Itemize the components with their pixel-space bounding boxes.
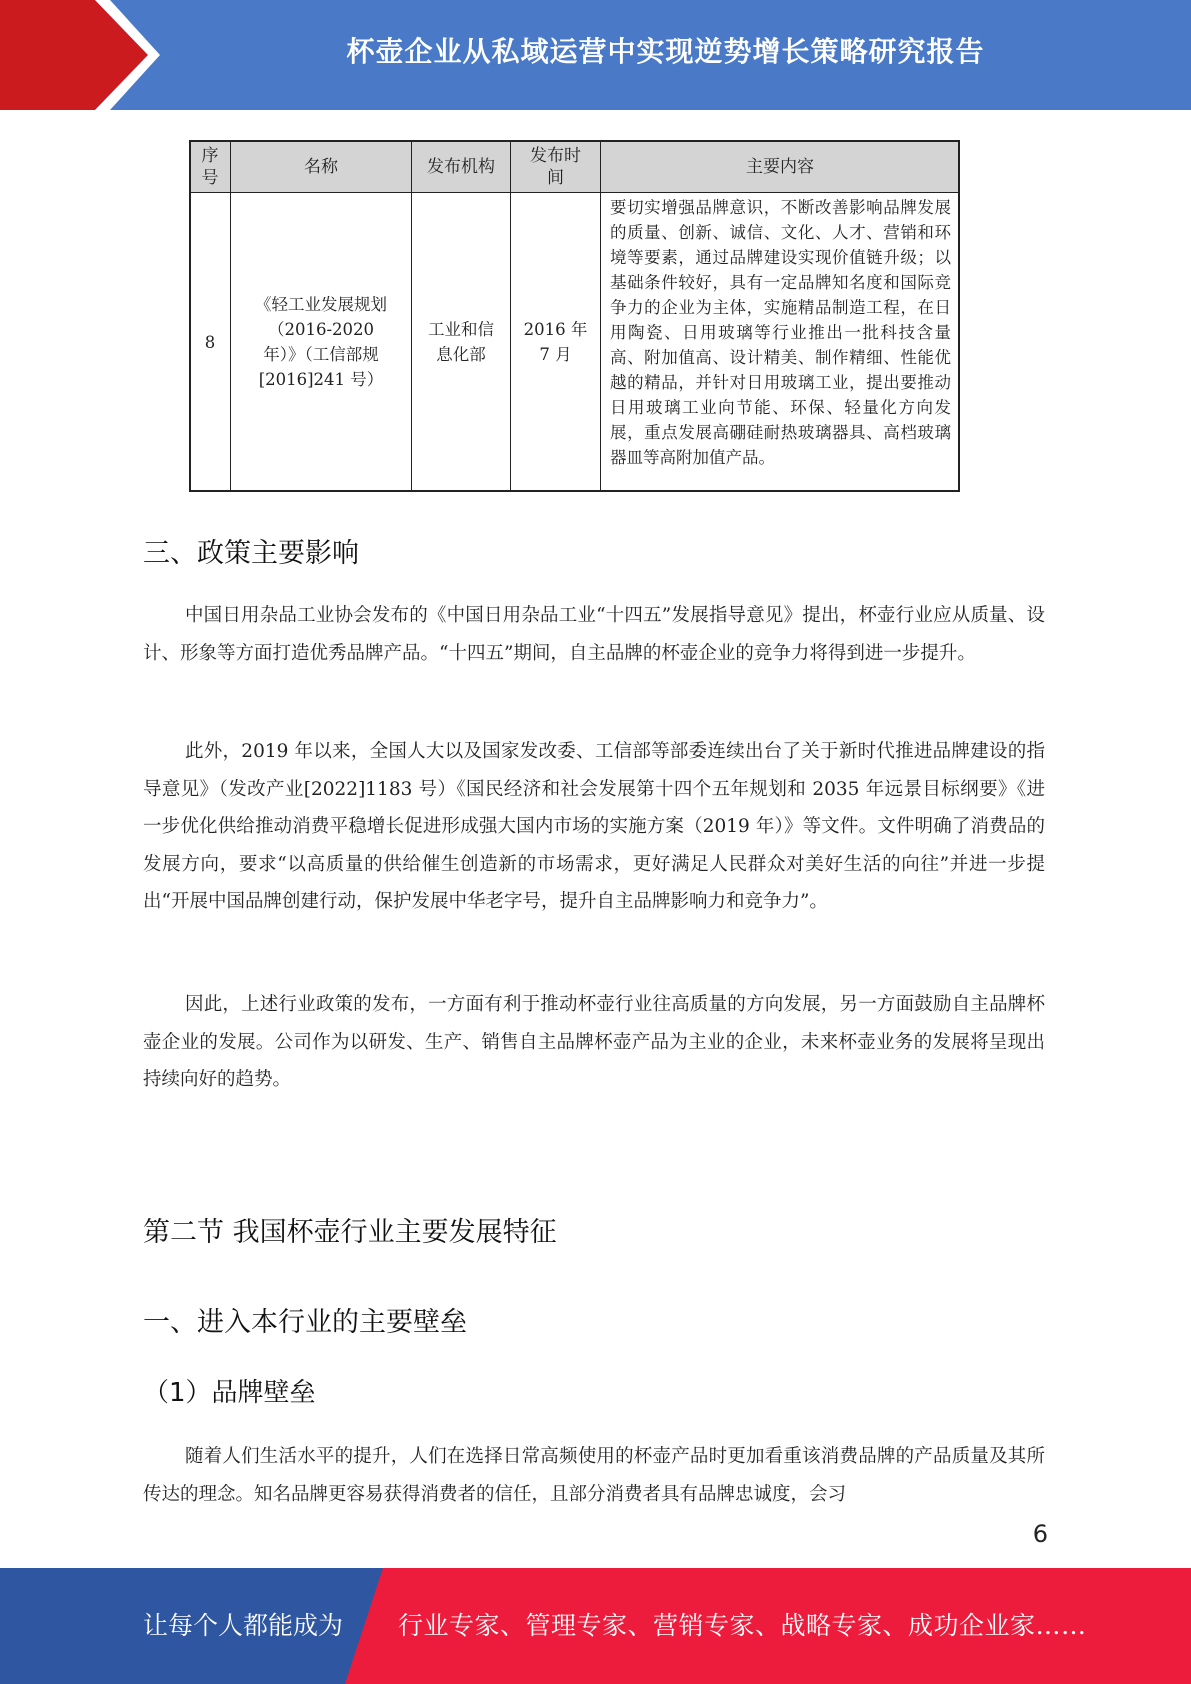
page-footer bbox=[0, 1568, 1191, 1684]
brand-barrier-heading: （1）品牌壁垒 bbox=[143, 1378, 316, 1408]
header-date: 发布时 间 bbox=[511, 141, 601, 193]
page-header bbox=[0, 0, 1191, 110]
paragraph-3: 因此，上述行业政策的发布，一方面有利于推动杯壶行业往高质量的方向发展，另一方面鼓励自主品牌杯壶企业的发展。公司作为以研发、生产、销售自主品牌杯壶产品为主业的企业，未来杯壶业务的发展将呈现出持续向好的趋势。 bbox=[143, 994, 1045, 1090]
cell-name: 《轻工业发展规划 （2016-2020 年）》（工信部规 [2016]241 号） bbox=[231, 193, 412, 492]
paragraph-1: 中国日用杂品工业协会发布的《中国日用杂品工业“十四五”发展指导意见》提出，杯壶行业应从质量、设计、形象等方面打造优秀品牌产品。“十四五”期间，自主品牌的杯壶企业的竞争力将得到进一步提升。 bbox=[143, 605, 1045, 664]
report-title: 杯壶企业从私域运营中实现逆势增长策略研究报告 bbox=[346, 35, 985, 68]
cell-content: 要切实增强品牌意识，不断改善影响品牌发展的质量、创新、诚信、文化、人才、营销和环境等要素，通过品牌建设实现价值链升级；以基础条件较好，具有一定品牌知名度和国际竞争力的企业为主体，实施精品制造工程，在日用陶瓷、日用玻璃等行业推出一批科技含量高、附加值高、设计精美、制作精细、性能优越的精品，并针对日用玻璃工业，提出要推动日用玻璃工业向节能、环保、轻量化方向发展，重点发展高硼硅耐热玻璃器具、高档玻璃器皿等高附加值产品。 bbox=[601, 193, 960, 492]
header-content: 主要内容 bbox=[601, 141, 960, 193]
cell-no: 8 bbox=[190, 193, 231, 492]
cell-date: 2016 年 7 月 bbox=[511, 193, 601, 492]
policy-table bbox=[189, 140, 960, 492]
section2-heading: 第二节 我国杯壶行业主要发展特征 bbox=[143, 1217, 557, 1248]
header-no: 序 号 bbox=[190, 141, 231, 193]
paragraph-2: 此外，2019 年以来，全国人大以及国家发改委、工信部等部委连续出台了关于新时代推进品牌建设的指导意见》（发改产业[2022]1183 号）《国民经济和社会发展第十四个五年规划和 2035 年远景目标纲要》《进一步优化供给推动消费平稳增长促进形成强大国内市场的实施方案（2019 年）》等文件。文件明确了消费品的发展方向，要求“以高质量的供给催生创造新的市场需求，更好满足人民群众对美好生活的向往”并进一步提出“开展中国品牌创建行动，保护发展中华老字号，提升自主品牌影响力和竞争力”。 bbox=[143, 741, 1045, 912]
cell-org: 工业和信 息化部 bbox=[412, 193, 511, 492]
barriers-heading: 一、进入本行业的主要壁垒 bbox=[143, 1307, 467, 1338]
policy-impact-heading: 三、政策主要影响 bbox=[143, 538, 359, 569]
header-name: 名称 bbox=[231, 141, 412, 193]
footer-slogan-left: 让每个人都能成为 bbox=[143, 1611, 344, 1640]
footer-slogan-right: 行业专家、管理专家、营销专家、战略专家、成功企业家…… bbox=[398, 1611, 1087, 1640]
header-org: 发布机构 bbox=[412, 141, 511, 193]
paragraph-4: 随着人们生活水平的提升，人们在选择日常高频使用的杯壶产品时更加看重该消费品牌的产品质量及其所传达的理念。知名品牌更容易获得消费者的信任，且部分消费者具有品牌忠诚度，会习 bbox=[143, 1446, 1045, 1505]
table-header-row bbox=[190, 141, 960, 193]
table-row bbox=[190, 193, 960, 492]
page-number: 6 bbox=[1032, 1520, 1048, 1548]
